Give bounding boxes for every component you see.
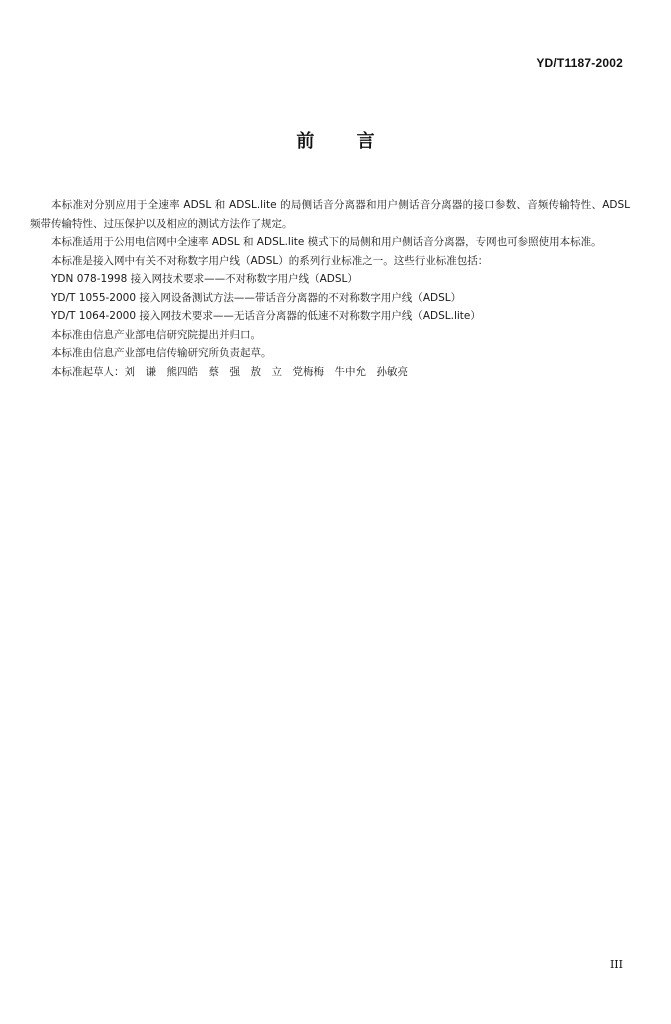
- paragraph-scope: 本标准对分别应用于全速率 ADSL 和 ADSL.lite 的局侧话音分离器和用户侧话音分离器的接口参数、音频传输特性、ADSL 频带传输特性、过压保护以及相应的测试方法作了规定。: [30, 199, 630, 230]
- foreword-body: [30, 196, 630, 381]
- standard-ref-ydt-1064: YD/T 1064-2000 接入网技术要求——无话音分离器的低速不对称数字用户线（ADSL.lite）: [51, 310, 481, 322]
- page-title: [0, 127, 671, 153]
- paragraph-proposer: 本标准由信息产业部电信研究院提出并归口。: [51, 328, 261, 341]
- standard-ref-ydn-078: YDN 078-1998 接入网技术要求——不对称数字用户线（ADSL）: [51, 273, 358, 285]
- paragraph-applicability: 本标准适用于公用电信网中全速率 ADSL 和 ADSL.lite 模式下的局侧和用户侧话音分离器，专网也可参照使用本标准。: [51, 236, 602, 248]
- standard-ref-ydt-1055: YD/T 1055-2000 接入网设备测试方法——带话音分离器的不对称数字用户线（ADSL）: [51, 291, 462, 304]
- page-title-char-1: 前: [296, 131, 315, 152]
- paragraph-drafting-unit: 本标准由信息产业部电信传输研究所负责起草。: [51, 347, 272, 359]
- document-code: YD/T1187-2002: [536, 56, 623, 70]
- page-number: III: [609, 958, 623, 971]
- page-title-char-2: 言: [356, 131, 375, 152]
- paragraph-series: 本标准是接入网中有关不对称数字用户线（ADSL）的系列行业标准之一。这些行业标准包括：: [51, 254, 489, 267]
- paragraph-drafters: 本标准起草人：刘 谦 熊四皓 蔡 强 敖 立 党梅梅 牛中允 孙敏亮: [51, 365, 408, 378]
